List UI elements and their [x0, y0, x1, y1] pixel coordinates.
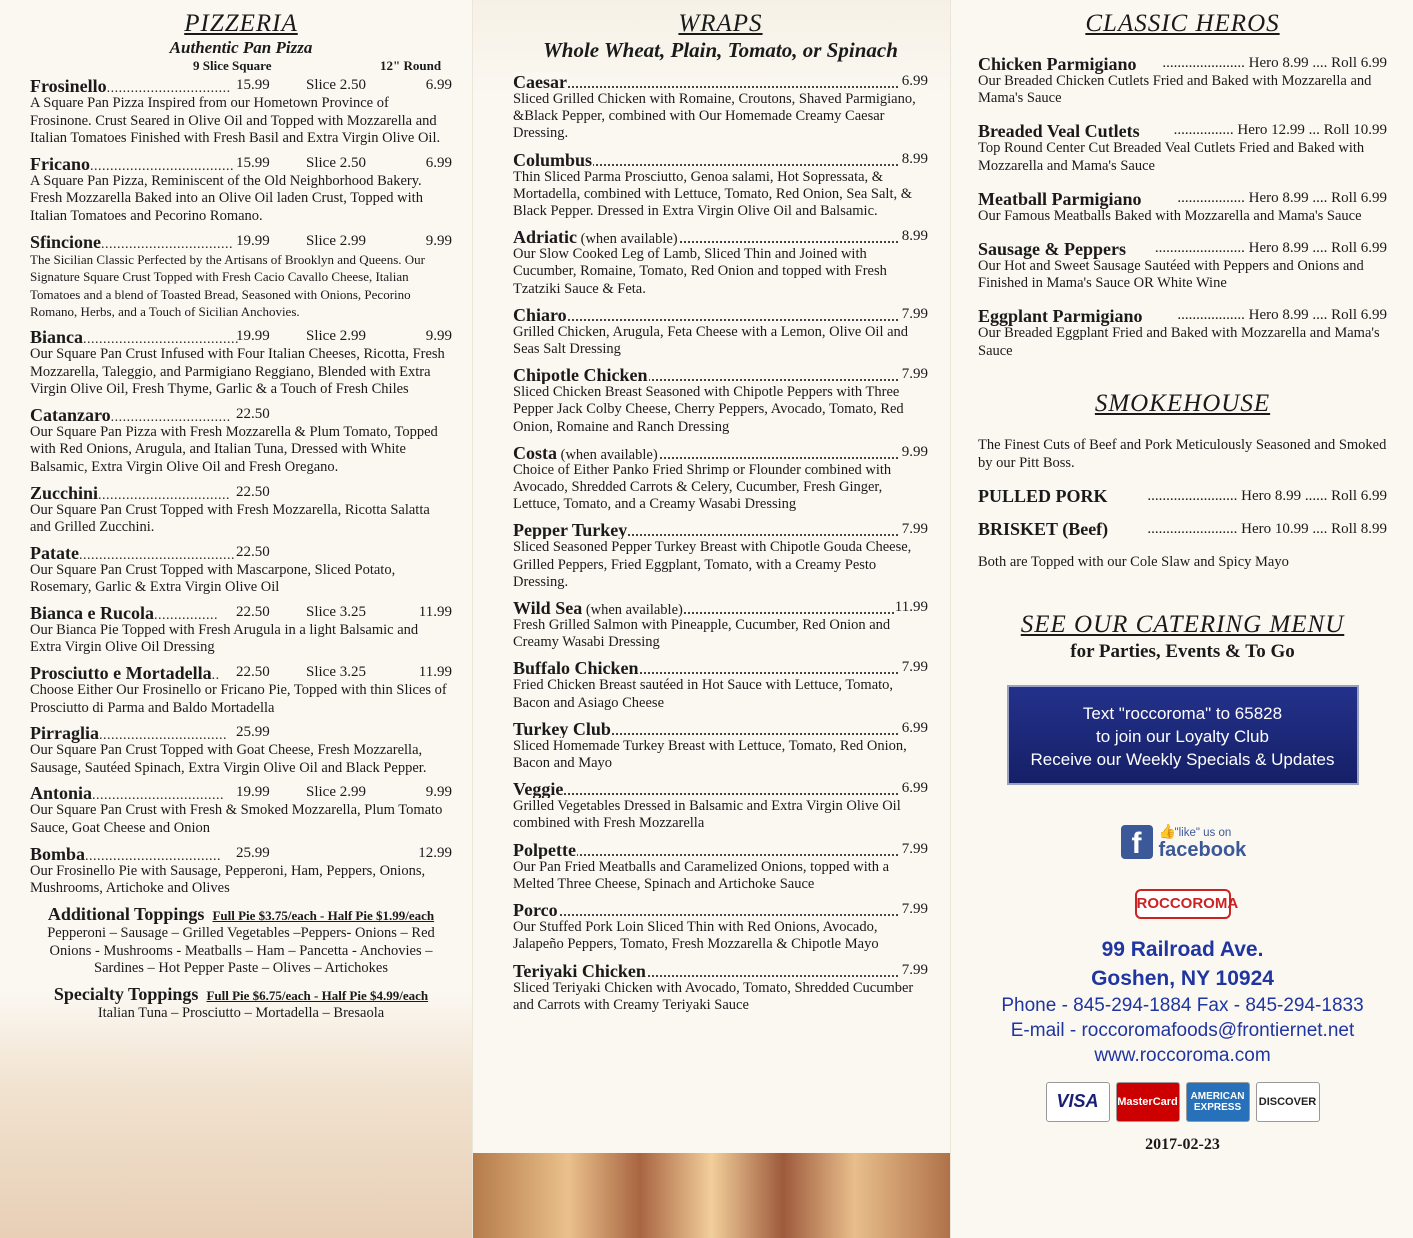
- pizza-name: Zucchini: [30, 482, 99, 503]
- wrap-item: [513, 840, 928, 893]
- pizza-list: [30, 76, 452, 898]
- hero-prices: ................ Hero 12.99 ... Roll 10.99: [1173, 122, 1387, 139]
- wrap-name: [513, 779, 564, 798]
- wrap-name: [513, 719, 612, 738]
- pizza-name: Bianca: [30, 326, 84, 347]
- pizza-item-header: [30, 603, 452, 622]
- wrap-item-header: [513, 443, 928, 462]
- facebook-like-link[interactable]: [1113, 822, 1253, 865]
- pizza-price: 25.99: [236, 844, 270, 861]
- hero-prices: .................. Hero 8.99 .... Roll 6.99: [1177, 307, 1387, 324]
- specialty-toppings-title: Specialty Toppings: [53, 983, 199, 1004]
- wrap-name-text: Adriatic: [513, 227, 577, 247]
- pizza-round-price: 12.99: [418, 844, 452, 861]
- pizza-round-price: 6.99: [425, 77, 452, 93]
- pizza-price: 15.99: [236, 154, 270, 171]
- pizza-description: Our Square Pan Pizza with Fresh Mozzarella & Plum Tomato, Topped with Red Onions, Arugula, and Italian Tuna, Dressed with White Balsamic, Extra Virgin Olive Oil and Fresh Oregano.: [30, 423, 438, 475]
- wrap-item-header: [513, 658, 928, 677]
- wrap-item: [513, 72, 928, 143]
- address-line: 99 Railroad Ave.: [1101, 937, 1264, 961]
- pizza-item: [30, 232, 452, 321]
- address-line: Goshen, NY 10924: [1091, 966, 1274, 990]
- wrap-price: 11.99: [894, 599, 928, 616]
- wrap-name: [513, 72, 568, 91]
- pizza-item: [30, 154, 452, 226]
- smokehouse-item-prices: ........................ Hero 8.99 ...... Roll 6.99: [1147, 487, 1387, 504]
- wrap-item: [513, 365, 928, 436]
- dot-leader: [513, 86, 898, 88]
- wrap-name-text: Veggie: [513, 779, 564, 799]
- wrap-description: Choice of Either Panko Fried Shrimp or Flounder combined with Avocado, Shredded Carrots & Celery, Cucumber, Fresh Ginger, Lettuce, Tomato, and a Creamy Wasabi Dressing: [513, 461, 892, 513]
- dot-leader: ..............................: [110, 409, 231, 425]
- wrap-description: Sliced Teriyaki Chicken with Avocado, Tomato, Shredded Cucumber and Carrots with Creamy Teriyaki Sauce: [513, 979, 914, 1013]
- heros-column: [950, 0, 1413, 1238]
- pizza-item: [30, 783, 452, 837]
- pizza-item-header: [30, 663, 452, 682]
- pizza-round-price: 9.99: [425, 327, 452, 344]
- pizza-round-price: 11.99: [418, 664, 452, 681]
- wrap-name: [513, 840, 577, 859]
- availability-note: (when available): [576, 231, 678, 247]
- dot-leader: [513, 793, 898, 795]
- wrap-name-text: Porco: [513, 900, 558, 920]
- wrap-name-text: Caesar: [513, 72, 567, 91]
- hero-description: Our Hot and Sweet Sausage Sautéed with Peppers and Onions and Finished in Mama's Sauce OR White Wine: [978, 258, 1364, 292]
- phone-fax: Phone - 845-294-1884 Fax - 845-294-1833: [1001, 994, 1364, 1016]
- wrap-item: [513, 150, 928, 221]
- pizza-price: 19.99: [236, 784, 270, 801]
- wraps-column: [472, 0, 950, 1238]
- wrap-item-header: [513, 365, 928, 384]
- amex-card-icon: AMERICAN EXPRESS: [1186, 1082, 1250, 1122]
- wrap-description: Thin Sliced Parma Prosciutto, Genoa salami, Hot Sopressata, & Mortadella, combined with Lettuce, Tomato, Red Onion, Sea Salt, & Black Pepper. Dressed in Extra Virgin Olive Oil and Balsamic.: [513, 168, 912, 220]
- pizza-price: 22.50: [236, 483, 270, 500]
- mastercard-icon: MasterCard: [1116, 1082, 1180, 1122]
- hero-item: [978, 54, 1387, 107]
- hero-list: [978, 54, 1387, 360]
- wrap-name-text: Costa: [513, 442, 557, 462]
- wrap-item-header: [513, 961, 928, 980]
- wrap-description: Sliced Homemade Turkey Breast with Lettuce, Tomato, Red Onion, Bacon and Mayo: [513, 737, 907, 772]
- thumbs-up-icon: 👍: [1158, 822, 1176, 839]
- wrap-price: 7.99: [901, 305, 928, 322]
- pizza-description: Our Square Pan Crust Topped with Goat Cheese, Fresh Mozzarella, Sausage, Sautéed Spinach, Extra Virgin Olive Oil and Black Pepper.: [30, 742, 427, 776]
- pizza-item: [30, 603, 452, 657]
- dot-leader: .................................: [98, 487, 231, 503]
- pizzeria-title: PIZZERIA: [184, 10, 298, 37]
- wrap-price: 7.99: [901, 366, 928, 383]
- loyalty-line: Text "roccoroma" to 65828: [1082, 703, 1283, 723]
- additional-toppings-list: Pepperoni – Sausage – Grilled Vegetables –Peppers- Onions – Red Onions - Mushrooms - Meatballs – Ham – Pancetta - Anchovies – Sardines – Hot Pepper Paste – Olives – Artichokes: [47, 925, 435, 977]
- wrap-name: [513, 305, 568, 324]
- pizza-name: Frosinello: [30, 76, 107, 96]
- wrap-price: 7.99: [901, 961, 928, 978]
- size-header: [30, 58, 452, 74]
- smokehouse-item: [978, 519, 1387, 538]
- pizza-description: The Sicilian Classic Perfected by the Artisans of Brooklyn and Queens. Our Signature Square Crust Topped with Fresh Cacio Cavallo Cheese, Italian Tomatoes and a blend of Toasted Bread, Seasoned with Onions, Pecorino Romano, Herbs, and a Touch of Sicilian Anchovies.: [30, 251, 425, 320]
- additional-toppings-title: Additional Toppings: [47, 903, 205, 924]
- hero-name: Eggplant Parmigiano: [978, 306, 1143, 327]
- smokehouse-item: [978, 486, 1387, 505]
- payment-cards: [978, 1082, 1387, 1122]
- pizza-description: Our Square Pan Crust with Fresh & Smoked Mozzarella, Plum Tomato Sauce, Goat Cheese and Onion: [30, 802, 443, 837]
- wrap-name-text: Teriyaki Chicken: [513, 960, 646, 980]
- pizza-round-price: 11.99: [418, 603, 452, 620]
- wrap-price: 7.99: [901, 901, 928, 918]
- wrap-name: [513, 658, 640, 677]
- pizza-item-header: [30, 723, 452, 742]
- wrap-item-header: [513, 900, 928, 919]
- wraps-food-photo: [473, 1153, 950, 1238]
- pizzeria-subtitle: Authentic Pan Pizza: [169, 38, 313, 57]
- pizza-slice-price: Slice 2.50: [306, 77, 366, 93]
- wrap-name-text: Chiaro: [513, 304, 567, 324]
- wrap-description: Sliced Chicken Breast Seasoned with Chipotle Peppers with Three Pepper Jack Colby Cheese, Cherry Peppers, Avocado, Tomato, Red Onion, Romaine and Ranch Dressing: [513, 384, 904, 435]
- pizza-item-header: [30, 844, 452, 863]
- wrap-item: [513, 520, 928, 591]
- contact-info: [978, 935, 1387, 1068]
- smokehouse-item-prices: ........................ Hero 10.99 .... Roll 8.99: [1147, 520, 1387, 537]
- pizza-name: Pirraglia: [30, 723, 99, 744]
- smokehouse-item-name: BRISKET (Beef): [978, 518, 1109, 539]
- pizza-price: 22.50: [236, 603, 270, 620]
- hero-item-header: [978, 239, 1387, 258]
- wrap-item: [513, 305, 928, 358]
- pizza-price: 19.99: [236, 232, 270, 249]
- wrap-name: [513, 900, 559, 919]
- pizza-name: Antonia: [30, 783, 93, 804]
- pizza-description: Our Frosinello Pie with Sausage, Pepperoni, Ham, Peppers, Onions, Mushrooms, Artichoke and Olives: [30, 862, 426, 897]
- pizza-item: [30, 723, 452, 777]
- specialty-toppings: [30, 983, 452, 1023]
- wrap-description: Grilled Vegetables Dressed in Balsamic and Extra Virgin Olive Oil combined with Fresh Mozzarella: [513, 798, 901, 832]
- size-square-label: 9 Slice Square: [193, 58, 272, 73]
- wrap-price: 7.99: [901, 840, 928, 857]
- pizza-item-header: [30, 232, 452, 251]
- wrap-description: Sliced Grilled Chicken with Romaine, Croutons, Shaved Parmigiano, &Black Pepper, combined with Our Homemade Creamy Caesar Dressing.: [513, 91, 916, 142]
- wrap-item: [513, 900, 928, 953]
- pizza-name: Fricano: [30, 153, 90, 174]
- facebook-like-text: "like" us on: [1174, 826, 1232, 839]
- pizza-item: [30, 844, 452, 898]
- wrap-name-text: Turkey Club: [513, 718, 611, 738]
- pizza-round-price: 9.99: [425, 784, 452, 801]
- size-round-label: 12" Round: [380, 58, 442, 73]
- wrap-price: 7.99: [901, 521, 928, 538]
- hero-prices: .................. Hero 8.99 .... Roll 6.99: [1177, 189, 1387, 206]
- hero-name: Breaded Veal Cutlets: [978, 121, 1140, 142]
- facebook-icon: f: [1121, 825, 1153, 859]
- pizza-price: 15.99: [236, 77, 270, 93]
- pizza-slice-price: Slice 2.99: [306, 232, 366, 249]
- wrap-name-text: Buffalo Chicken: [513, 658, 639, 678]
- pizza-price: 22.50: [236, 664, 270, 681]
- pizza-description: Our Square Pan Crust Topped with Mascarpone, Sliced Potato, Rosemary, Garlic & Extra Virgin Olive Oil: [30, 561, 396, 596]
- wrap-name-text: Wild Sea: [513, 598, 583, 618]
- dot-leader: .................................: [101, 236, 234, 252]
- pizza-round-price: 6.99: [425, 154, 452, 171]
- pizza-item-header: [30, 405, 452, 424]
- wrap-list: [513, 72, 928, 1014]
- hero-item-header: [978, 189, 1387, 208]
- hero-item-header: [978, 121, 1387, 140]
- wrap-item-header: [513, 598, 928, 617]
- pizza-description: Choose Either Our Frosinello or Fricano Pie, Topped with thin Slices of Prosciutto di Parma and Baldo Mortadella: [30, 682, 447, 716]
- hero-name: Sausage & Peppers: [978, 239, 1126, 260]
- pizza-item-header: [30, 483, 452, 502]
- availability-note: (when available): [557, 446, 658, 462]
- wrap-price: 6.99: [901, 73, 928, 89]
- pizza-slice-price: Slice 2.99: [306, 327, 366, 344]
- dot-leader: ....................................: [90, 158, 234, 174]
- wrap-name: [513, 365, 649, 384]
- wrap-item: [513, 443, 928, 514]
- wraps-subtitle: Whole Wheat, Plain, Tomato, or Spinach: [543, 38, 898, 62]
- wrap-name: [513, 961, 647, 980]
- additional-toppings-price: Full Pie $3.75/each - Half Pie $1.99/each: [212, 907, 435, 923]
- visa-card-icon: VISA: [1046, 1082, 1110, 1122]
- wrap-name-text: Polpette: [513, 839, 576, 859]
- wrap-item: [513, 961, 928, 1014]
- hero-name: Meatball Parmigiano: [978, 188, 1142, 209]
- hero-description: Our Breaded Eggplant Fried and Baked with Mozzarella and Mama's Sauce: [978, 325, 1380, 359]
- pizza-slice-price: Slice 2.50: [306, 154, 366, 171]
- hero-name: Chicken Parmigiano: [978, 54, 1137, 74]
- wrap-description: Grilled Chicken, Arugula, Feta Cheese with a Lemon, Olive Oil and Seas Salt Dressing: [513, 323, 909, 358]
- wrap-item: [513, 658, 928, 711]
- pizza-slice-price: Slice 3.25: [306, 603, 366, 620]
- specialty-toppings-price: Full Pie $6.75/each - Half Pie $4.99/each: [206, 987, 429, 1003]
- wrap-description: Fried Chicken Breast sautéed in Hot Sauce with Lettuce, Tomato, Bacon and Asiago Cheese: [513, 677, 894, 711]
- wrap-name-text: Chipotle Chicken: [513, 365, 648, 385]
- wrap-price: 6.99: [901, 719, 928, 736]
- pizza-price: 22.50: [236, 543, 270, 560]
- wrap-price: 8.99: [901, 228, 928, 245]
- pizza-round-price: 9.99: [425, 232, 452, 249]
- wrap-item: [513, 719, 928, 772]
- wrap-item-header: [513, 719, 928, 738]
- heros-title: CLASSIC HEROS: [1085, 10, 1280, 37]
- website-link[interactable]: www.roccoroma.com: [1094, 1044, 1271, 1066]
- pizza-name: Catanzaro: [30, 404, 111, 425]
- wrap-name: [513, 520, 628, 539]
- hero-item: [978, 121, 1387, 174]
- pizza-description: Our Square Pan Crust Infused with Four Italian Cheeses, Ricotta, Fresh Mozzarella, Taleggio, and Parmigiano Reggiano, Blended with Extra Virgin Olive Oil, Fresh Thyme, Garlic & a Touch of Fresh Chiles: [30, 345, 445, 398]
- pizza-description: A Square Pan Pizza Inspired from our Hometown Province of Frosinone. Crust Seared in Olive Oil and Topped with Mozzarella and Italian Tomatoes Finished with Fresh Basil and Extra Virgin Olive Oil.: [30, 95, 441, 147]
- wrap-item-header: [513, 520, 928, 539]
- wrap-name-text: Pepper Turkey: [513, 520, 628, 540]
- wrap-name: [513, 150, 593, 169]
- wrap-item-header: [513, 305, 928, 324]
- wrap-name: [513, 598, 684, 617]
- dot-leader: ..: [211, 668, 220, 684]
- wrap-item-header: [513, 227, 928, 246]
- wrap-item-header: [513, 840, 928, 859]
- pizza-item: [30, 663, 452, 717]
- hero-description: Top Round Center Cut Breaded Veal Cutlets Fried and Baked with Mozzarella and Mama's Sauce: [978, 140, 1365, 174]
- wrap-price: 9.99: [901, 443, 928, 460]
- wrap-price: 7.99: [901, 659, 928, 676]
- pizza-item-header: [30, 154, 452, 173]
- wrap-description: Our Slow Cooked Leg of Lamb, Sliced Thin and Joined with Cucumber, Romaine, Tomato, Red Onion and topped with Fresh Tzatziki Sauce & Feta.: [513, 246, 887, 297]
- pizza-price: 25.99: [236, 724, 270, 741]
- smokehouse-note: Both are Topped with our Cole Slaw and Spicy Mayo: [978, 553, 1289, 570]
- smokehouse-intro: The Finest Cuts of Beef and Pork Meticulously Seasoned and Smoked by our Pitt Boss.: [978, 436, 1387, 471]
- pizza-name: Sfincione: [30, 231, 102, 252]
- pizza-price: 19.99: [236, 327, 270, 344]
- hero-item-header: [978, 306, 1387, 325]
- dot-leader: [513, 319, 898, 321]
- pizzeria-column: [0, 0, 472, 1238]
- hero-prices: ........................ Hero 8.99 .... Roll 6.99: [1154, 240, 1387, 257]
- pizza-name: Patate: [30, 542, 79, 563]
- loyalty-line: to join our Loyalty Club: [1096, 726, 1269, 746]
- smokehouse-title: SMOKEHOUSE: [1094, 389, 1271, 417]
- wrap-item: [513, 227, 928, 298]
- pizza-name: Bianca e Rucola: [30, 602, 154, 623]
- pizza-description: Our Square Pan Crust Topped with Fresh Mozzarella, Ricotta Salatta and Grilled Zucchini.: [30, 501, 430, 536]
- dot-leader: [513, 914, 898, 916]
- roccoroma-logo: ROCCOROMA: [1135, 889, 1231, 919]
- hero-item: [978, 239, 1387, 292]
- loyalty-line: Receive our Weekly Specials & Updates: [1030, 749, 1335, 769]
- wrap-price: 6.99: [901, 780, 928, 797]
- facebook-wordmark: facebook: [1158, 838, 1247, 861]
- wrap-item: [513, 779, 928, 832]
- pizza-item-header: [30, 76, 452, 95]
- pizza-item-header: [30, 783, 452, 802]
- pizza-item-header: [30, 327, 452, 346]
- hero-item: [978, 189, 1387, 225]
- hero-description: Our Breaded Chicken Cutlets Fried and Baked with Mozzarella and Mama's Sauce: [978, 73, 1372, 107]
- pizza-name: Bomba: [30, 843, 86, 864]
- pizza-description: A Square Pan Pizza, Reminiscent of the Old Neighborhood Bakery. Fresh Mozzarella Baked into an Olive Oil laden Crust, Topped with Italian Tomatoes and Pecorino Romano.: [30, 172, 423, 224]
- pizza-description: Our Bianca Pie Topped with Fresh Arugula in a light Balsamic and Extra Virgin Olive Oil Dressing: [30, 621, 419, 656]
- wrap-price: 8.99: [901, 150, 928, 167]
- loyalty-club-banner: [1007, 685, 1359, 785]
- pizza-slice-price: Slice 3.25: [306, 664, 366, 681]
- availability-note: (when available): [582, 602, 683, 618]
- pizza-price: 22.50: [236, 405, 270, 422]
- email[interactable]: E-mail - roccoromafoods@frontiernet.net: [1010, 1019, 1355, 1041]
- pizza-item: [30, 327, 452, 399]
- dot-leader: .................................: [92, 788, 225, 804]
- catering-subtitle: for Parties, Events & To Go: [1070, 640, 1295, 662]
- wrap-item-header: [513, 779, 928, 798]
- hero-description: Our Famous Meatballs Baked with Mozzarella and Mama's Sauce: [978, 207, 1362, 224]
- menu-date: 2017-02-23: [1145, 1135, 1220, 1153]
- hero-prices: ...................... Hero 8.99 .... Roll 6.99: [1162, 55, 1387, 71]
- catering-title: SEE OUR CATERING MENU: [1020, 610, 1345, 638]
- dot-leader: .......................................: [78, 547, 235, 563]
- wrap-description: Fresh Grilled Salmon with Pineapple, Cucumber, Red Onion and Creamy Wasabi Dressing: [513, 617, 891, 651]
- dot-leader: .......................................: [83, 331, 240, 347]
- pizza-item: [30, 76, 452, 148]
- wrap-description: Our Stuffed Pork Loin Sliced Thin with Red Onions, Avocado, Jalapeño Peppers, Tomato, Fresh Mozzarella & Chipotle Mayo: [513, 919, 879, 953]
- additional-toppings: [30, 903, 452, 978]
- dot-leader: ..................................: [85, 848, 222, 864]
- wrap-item-header: [513, 150, 928, 169]
- hero-item: [978, 306, 1387, 359]
- wrap-name-text: Columbus: [513, 149, 593, 169]
- pizza-item: [30, 543, 452, 597]
- wrap-name: [513, 227, 679, 246]
- wrap-item: [513, 598, 928, 651]
- specialty-toppings-list: Italian Tuna – Prosciutto – Mortadella – Bresaola: [97, 1005, 385, 1022]
- dot-leader: ................: [154, 607, 218, 623]
- wrap-name: [513, 443, 659, 462]
- wrap-description: Our Pan Fried Meatballs and Caramelized Onions, topped with a Melted Three Cheese, Spinach and Artichoke Sauce: [513, 858, 890, 892]
- pizza-item-header: [30, 543, 452, 562]
- dot-leader: ...............................: [106, 81, 231, 96]
- dot-leader: ................................: [98, 728, 227, 744]
- pizza-item: [30, 405, 452, 477]
- wrap-item-header: [513, 72, 928, 91]
- pizza-slice-price: Slice 2.99: [306, 784, 366, 801]
- wrap-description: Sliced Seasoned Pepper Turkey Breast with Chipotle Gouda Cheese, Grilled Peppers, Fried Eggplant, Tomato, with a Creamy Pesto Dressing.: [513, 539, 912, 590]
- wraps-title: WRAPS: [678, 10, 763, 37]
- pizza-item: [30, 483, 452, 537]
- pizza-name: Prosciutto e Mortadella: [30, 663, 212, 684]
- smokehouse-item-name: PULLED PORK: [978, 485, 1108, 506]
- hero-item-header: [978, 54, 1387, 73]
- discover-card-icon: DISCOVER: [1256, 1082, 1320, 1122]
